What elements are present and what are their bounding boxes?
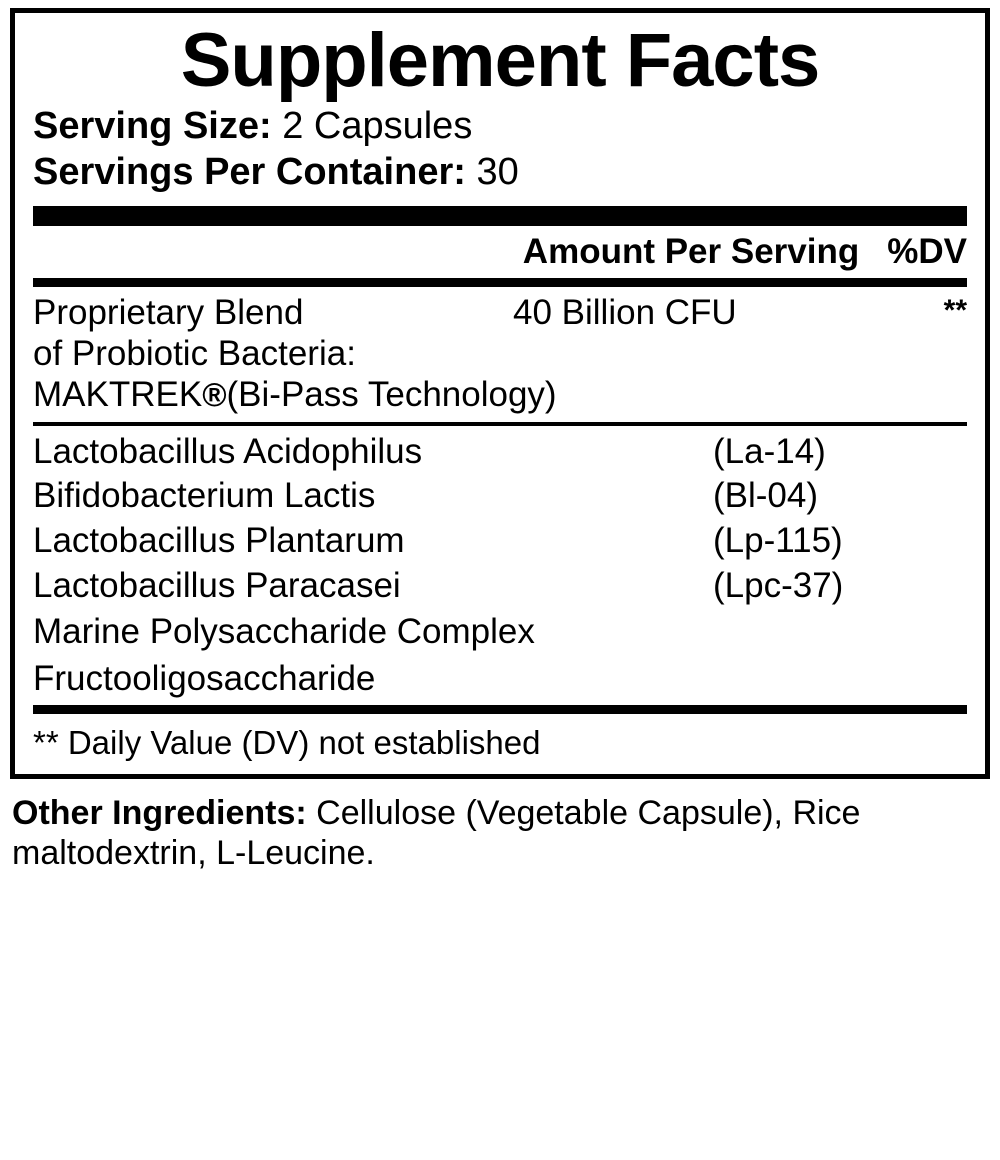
strain-list bbox=[33, 426, 967, 706]
supplement-facts-panel bbox=[10, 8, 990, 779]
table-row bbox=[33, 430, 967, 475]
strain-code: (Bl-04) bbox=[713, 476, 819, 516]
other-ingredients-text: Cellulose (Vegetable Capsule), Rice maltodextrin, L-Leucine. bbox=[12, 794, 861, 873]
proprietary-blend-dv: ** bbox=[943, 293, 967, 327]
maktrek-suffix: (Bi-Pass Technology) bbox=[226, 374, 557, 414]
serving-size-row bbox=[33, 103, 967, 149]
daily-value-footnote: ** Daily Value (DV) not established bbox=[33, 724, 541, 762]
table-row bbox=[33, 564, 967, 609]
servings-per-container-row bbox=[33, 149, 967, 195]
panel-title: Supplement Facts bbox=[180, 18, 820, 103]
amount-per-serving-header: Amount Per Serving bbox=[522, 231, 860, 271]
strain-code: (La-14) bbox=[713, 431, 826, 471]
divider-medium-headers bbox=[33, 278, 967, 287]
servings-per-container-label: Servings Per Container: bbox=[33, 151, 466, 194]
table-row bbox=[33, 519, 967, 564]
serving-size-value: 2 Capsules bbox=[282, 105, 473, 147]
strain-code: (Lpc-37) bbox=[713, 566, 844, 606]
divider-thick-top bbox=[33, 206, 967, 226]
column-headers bbox=[33, 226, 967, 278]
serving-size-label: Serving Size: bbox=[33, 105, 272, 147]
strain-name: Lactobacillus Acidophilus bbox=[33, 431, 423, 471]
proprietary-blend-block bbox=[33, 287, 967, 422]
table-row bbox=[33, 474, 967, 519]
strain-code: (Lp-115) bbox=[713, 521, 843, 561]
proprietary-blend-amount: 40 Billion CFU bbox=[513, 292, 737, 332]
maktrek-name: MAKTREK bbox=[33, 374, 203, 414]
proprietary-blend-name: Proprietary Blend bbox=[33, 292, 304, 332]
proprietary-blend-line2: of Probiotic Bacteria: bbox=[33, 333, 356, 373]
table-row: Fructooligosaccharide bbox=[33, 659, 376, 699]
table-row: Marine Polysaccharide Complex bbox=[33, 612, 535, 652]
strain-name: Bifidobacterium Lactis bbox=[33, 476, 376, 516]
daily-value-header: %DV bbox=[887, 231, 967, 271]
divider-medium-footnote bbox=[33, 705, 967, 714]
proprietary-blend-line3 bbox=[33, 375, 967, 416]
other-ingredients bbox=[10, 779, 990, 873]
strain-name: Lactobacillus Paracasei bbox=[33, 566, 401, 606]
strain-name: Lactobacillus Plantarum bbox=[33, 521, 405, 561]
servings-per-container-value: 30 bbox=[476, 151, 519, 194]
proprietary-blend-main-row bbox=[33, 293, 967, 334]
registered-trademark-icon: ® bbox=[202, 375, 227, 413]
other-ingredients-label: Other Ingredients: bbox=[12, 794, 307, 833]
